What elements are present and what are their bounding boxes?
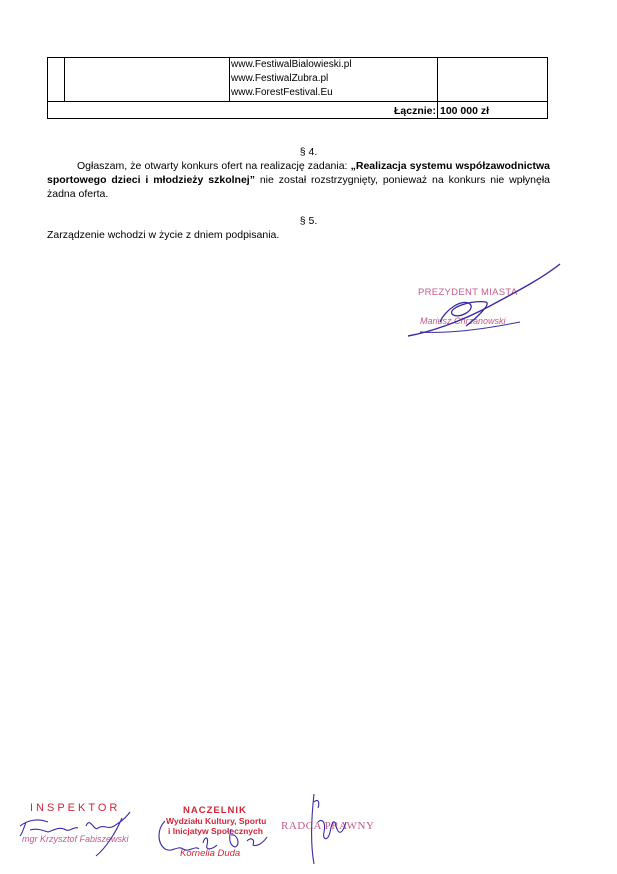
section-4-heading: § 4. [299,146,318,158]
table-row-divider [47,101,548,102]
legal-stamp-title: RADCA PRAWNY [281,820,375,832]
task-name: „Realizacja systemu współzawodnictwa sportowego dzieci i młodzieży szkolnej” [47,160,551,186]
section-5-heading: § 5. [299,215,318,227]
table-url: www.FestiwalBialowieski.pl [231,59,352,70]
chief-stamp-dept-1: Wydziału Kultury, Sportu [166,816,267,826]
table-url: www.ForestFestival.Eu [231,87,333,98]
inspector-stamp-name: mgr Krzysztof Fabiszewski [22,834,129,844]
section-4-text-end: nie został rozstrzygnięty, ponieważ na konkurs nie wpłynęła żadna oferta. [47,174,550,200]
table-url: www.FestiwalZubra.pl [231,73,329,84]
total-value: 100 000 zł [440,105,490,117]
section-5-text: Zarządzenie wchodzi w życie z dniem podpisania. [47,229,280,241]
president-stamp-title: PREZYDENT MIASTA [418,287,518,298]
total-label: Łącznie: [393,105,436,117]
section-4-text: Ogłaszam, że otwarty konkurs ofert na realizację zadania: [77,160,351,172]
offers-table [47,57,548,122]
chief-stamp-title: NACZELNIK [183,805,247,816]
table-col-divider [229,57,230,101]
section-4-paragraph [47,159,550,201]
table-col-divider [437,57,438,119]
table-col-divider [64,57,65,101]
inspector-signature [18,808,138,858]
inspector-stamp-title: INSPEKTOR [30,802,121,814]
chief-stamp-name: Kornelia Duda [180,848,241,859]
chief-stamp-dept-2: i Inicjatyw Społecznych [168,826,263,836]
president-stamp-name: Mariusz Chrzanowski [420,316,506,326]
legal-signature [300,792,350,868]
chief-signature [155,815,275,860]
president-signature [400,262,570,342]
